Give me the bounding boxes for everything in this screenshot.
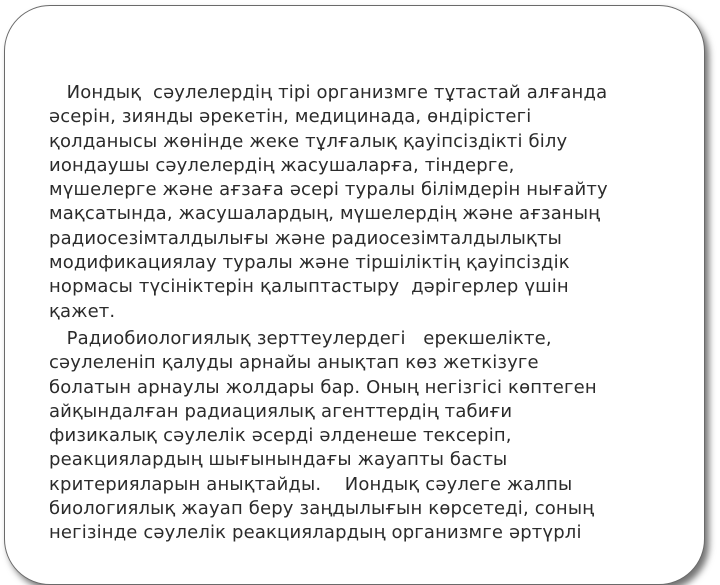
text-line: негізінде сәулелік реакциялардың организмге әртүрлі bbox=[49, 522, 582, 544]
text-line: мақсатында, жасушалардың, мүшелердің және ағзаның bbox=[49, 203, 601, 225]
text-line: мүшелерге және ағзаға әсері туралы білімдерін нығайту bbox=[49, 179, 608, 201]
text-line: физикалық сәулелік әсерді әлденеше тексеріп, bbox=[49, 425, 512, 447]
text-line: реакциялардың шығынындағы жауапты басты bbox=[49, 449, 508, 471]
text-line: радиосезімталдылығы және радиосезімталдылықты bbox=[49, 227, 562, 249]
paragraph-1 bbox=[49, 81, 679, 324]
text-line: қажет. bbox=[49, 300, 116, 322]
text-line: Иондық сәулелердің тірі организмге тұтастай алғанда bbox=[49, 82, 608, 103]
text-line: сәулеленіп қалуды арнайы анықтап көз жеткізуге bbox=[49, 352, 539, 374]
paragraph-2 bbox=[49, 327, 679, 546]
text-line: нормасы түсініктерін қалыптастыру дәрігерлер үшін bbox=[49, 276, 569, 298]
text-line: болатын арнаулы жолдары бар. Оның негізгісі көптеген bbox=[49, 376, 597, 398]
text-line: әсерін, зиянды әрекетін, медицинада, өндірістегі bbox=[49, 106, 532, 128]
text-line: модификациялау туралы және тіршіліктің қауіпсіздік bbox=[49, 252, 570, 274]
text-line: иондаушы сәулелердің жасушаларға, тіндерге, bbox=[49, 154, 515, 176]
text-line: Радиобиологиялық зерттеулердегі ерекшелікте, bbox=[49, 327, 552, 349]
text-line: айқындалған радиациялық агенттердің табиғи bbox=[49, 400, 513, 422]
text-line: биологиялық жауап беру заңдылығын көрсетеді, соның bbox=[49, 498, 595, 520]
text-line: қолданысы жөнінде жеке тұлғалық қауіпсіздікті білу bbox=[49, 130, 568, 152]
body-text bbox=[49, 81, 679, 549]
text-line: критерияларын анықтайды. Иондық сәулеге жалпы bbox=[49, 473, 573, 495]
